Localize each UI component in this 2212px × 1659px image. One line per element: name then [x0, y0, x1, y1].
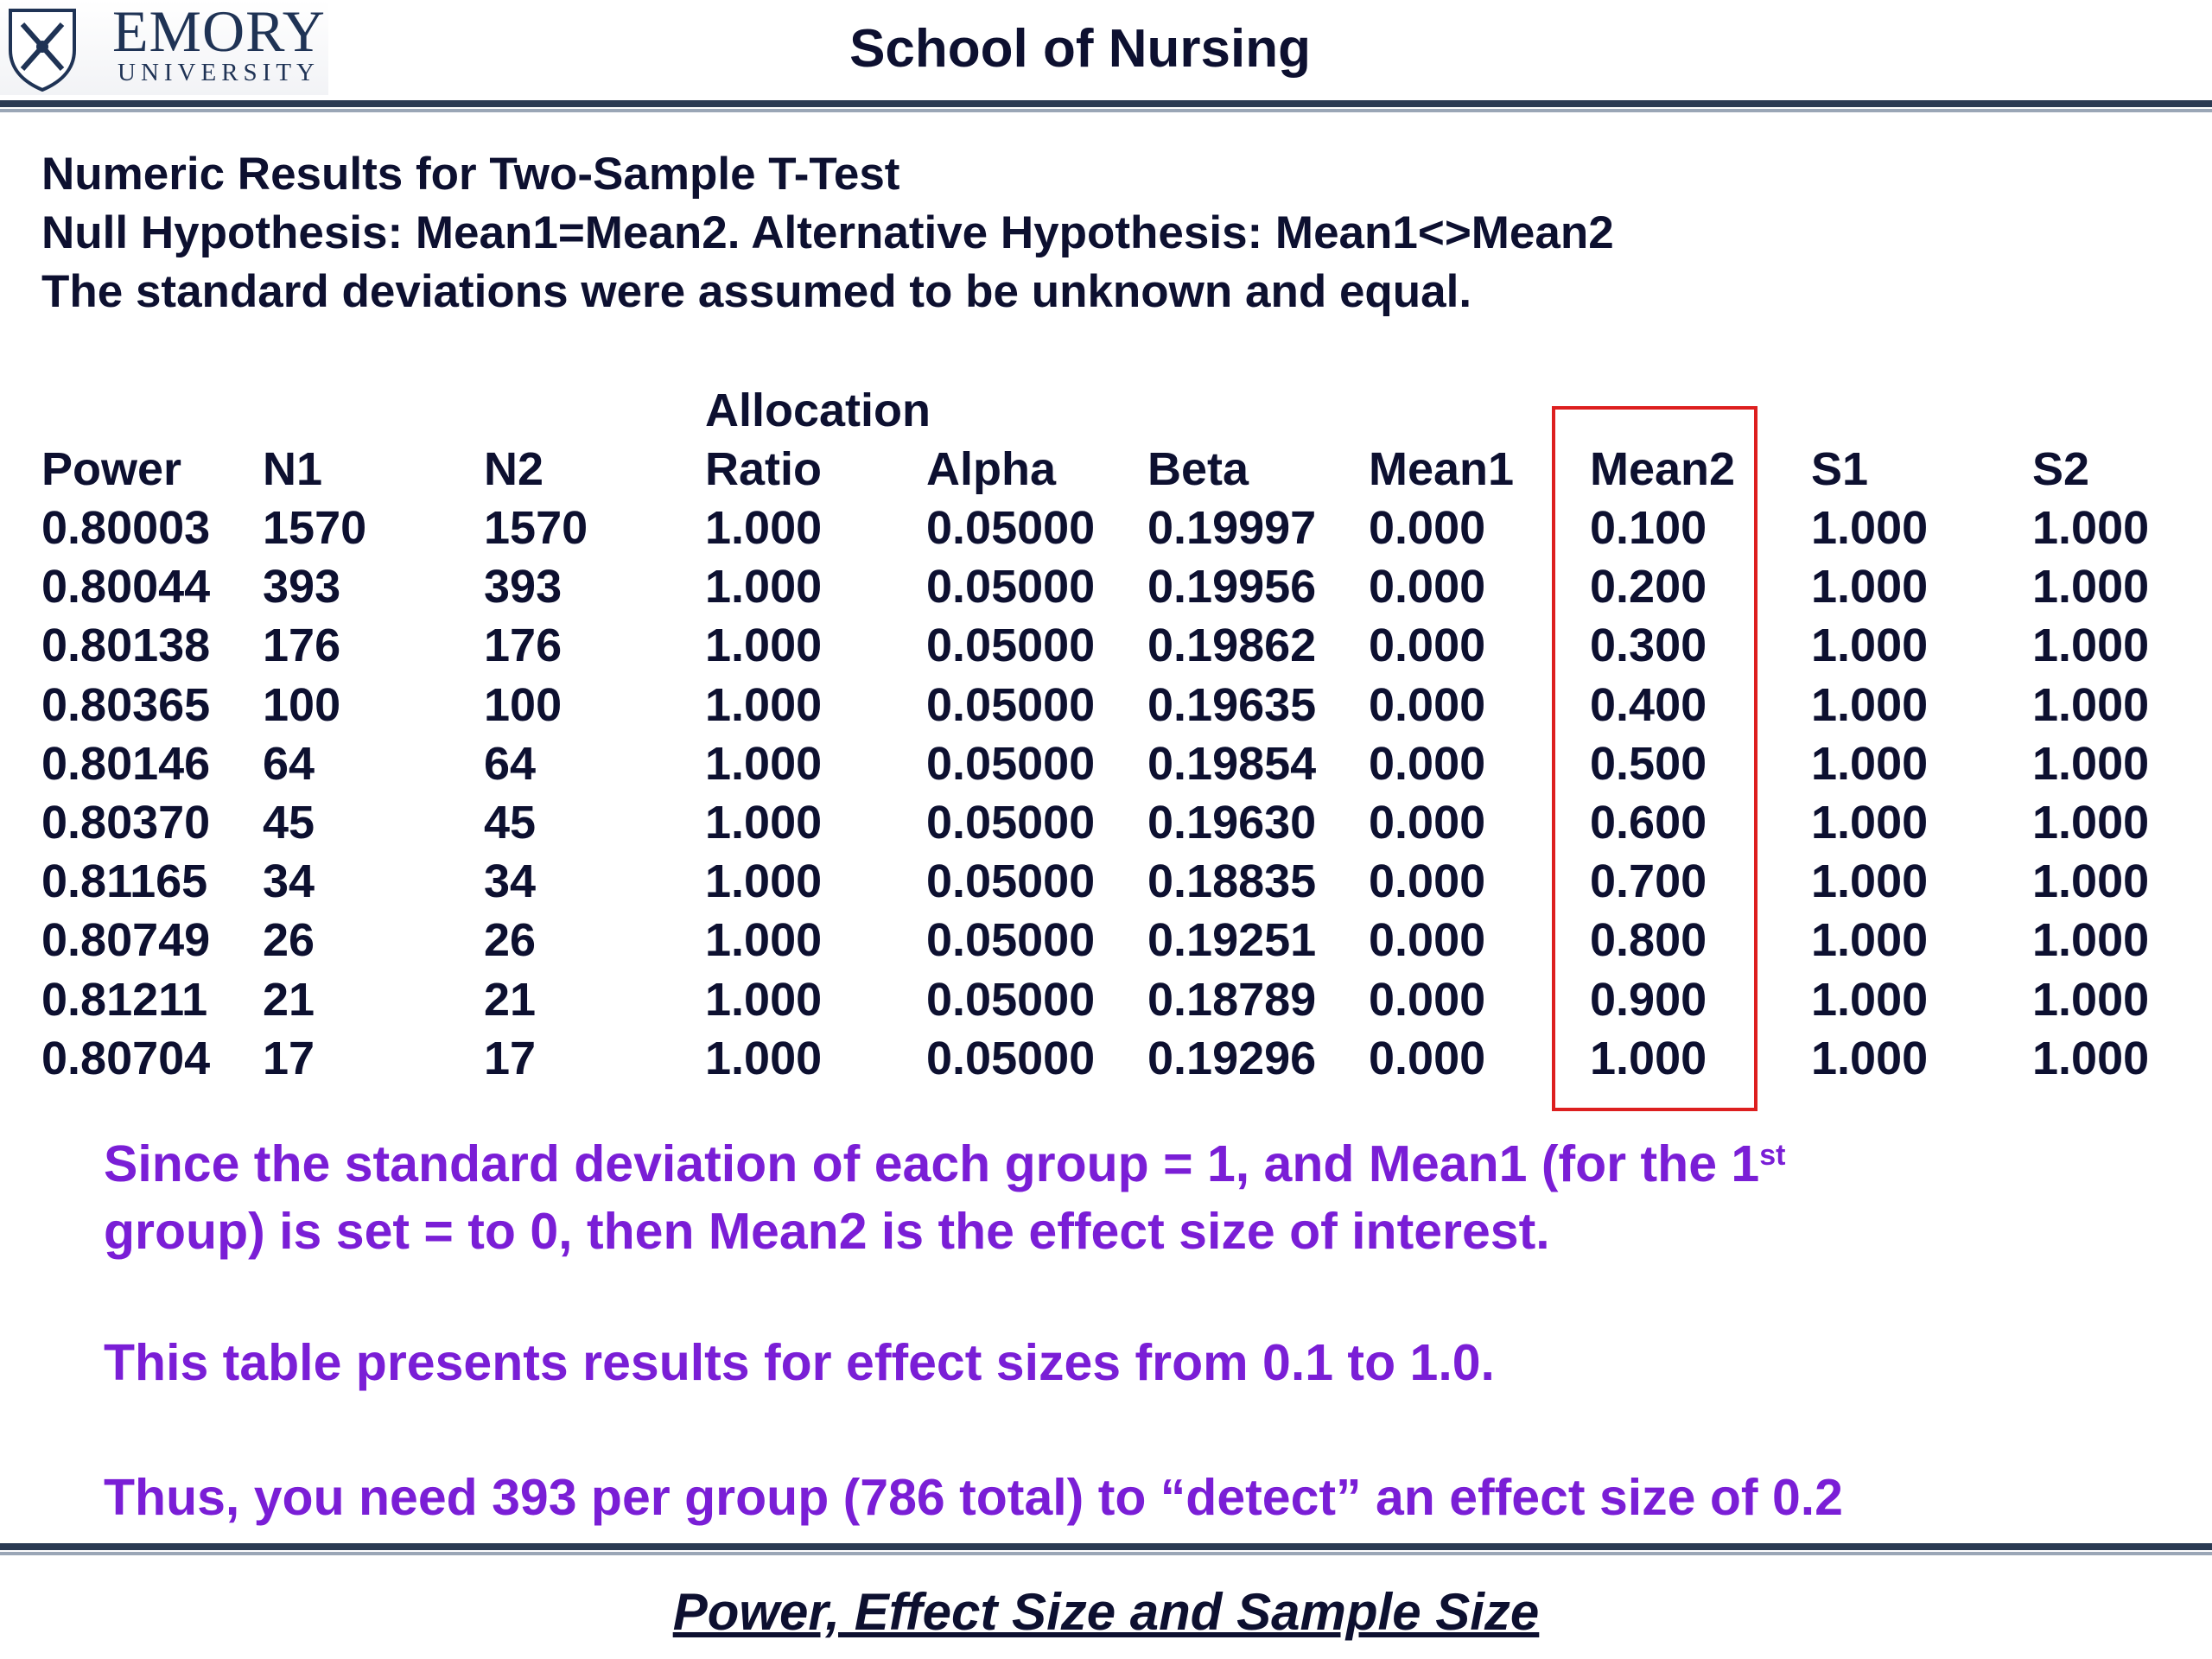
intro-title: Numeric Results for Two-Sample T-Test: [41, 149, 900, 200]
column-header-mean2: Mean2: [1590, 443, 1736, 495]
table-cell-power: 0.80146: [41, 738, 211, 790]
table-cell-ratio: 1.000: [705, 738, 823, 790]
table-cell-mean1: 0.000: [1369, 561, 1486, 613]
column-header-ratio: Ratio: [705, 443, 822, 495]
table-cell-power: 0.80704: [41, 1033, 211, 1084]
table-cell-mean2: 0.700: [1590, 855, 1707, 907]
table-cell-s1: 1.000: [1811, 797, 1929, 849]
table-cell-s2: 1.000: [2032, 855, 2150, 907]
note-effect-range: This table presents results for effect sizes from 0.1 to 1.0.: [104, 1334, 1495, 1391]
note-text: Since the standard deviation of each group = 1, and Mean1 (for the 1: [104, 1135, 1760, 1192]
table-cell-n1: 100: [263, 679, 341, 731]
table-cell-s2: 1.000: [2032, 738, 2150, 790]
table-cell-beta: 0.19862: [1147, 620, 1317, 671]
table-cell-n2: 45: [484, 797, 537, 849]
table-cell-mean2: 0.200: [1590, 561, 1707, 613]
table-cell-beta: 0.18789: [1147, 974, 1317, 1026]
table-cell-alpha: 0.05000: [926, 914, 1096, 966]
table-cell-power: 0.80003: [41, 502, 211, 554]
table-cell-n2: 176: [484, 620, 563, 671]
table-cell-ratio: 1.000: [705, 679, 823, 731]
table-cell-ratio: 1.000: [705, 620, 823, 671]
table-cell-alpha: 0.05000: [926, 1033, 1096, 1084]
column-header-s1: S1: [1811, 443, 1869, 495]
slide-footer-title: Power, Effect Size and Sample Size: [672, 1583, 1540, 1641]
table-cell-beta: 0.18835: [1147, 855, 1317, 907]
table-cell-mean2: 0.500: [1590, 738, 1707, 790]
page-header-title: School of Nursing: [849, 19, 1311, 79]
table-cell-power: 0.81165: [41, 855, 208, 907]
table-cell-alpha: 0.05000: [926, 738, 1096, 790]
table-cell-n1: 34: [263, 855, 315, 907]
header-divider-shadow: [0, 109, 2212, 112]
table-cell-alpha: 0.05000: [926, 502, 1096, 554]
table-cell-power: 0.80365: [41, 679, 211, 731]
table-cell-ratio: 1.000: [705, 974, 823, 1026]
table-cell-alpha: 0.05000: [926, 561, 1096, 613]
table-cell-s1: 1.000: [1811, 620, 1929, 671]
table-cell-s2: 1.000: [2032, 797, 2150, 849]
table-cell-ratio: 1.000: [705, 561, 823, 613]
table-cell-s2: 1.000: [2032, 679, 2150, 731]
footer-divider-shadow: [0, 1552, 2212, 1555]
table-cell-mean1: 0.000: [1369, 620, 1486, 671]
table-cell-mean1: 0.000: [1369, 797, 1486, 849]
table-cell-mean1: 0.000: [1369, 1033, 1486, 1084]
table-cell-s2: 1.000: [2032, 620, 2150, 671]
table-cell-mean2: 0.800: [1590, 914, 1707, 966]
table-cell-s2: 1.000: [2032, 974, 2150, 1026]
table-cell-mean2: 0.600: [1590, 797, 1707, 849]
table-cell-alpha: 0.05000: [926, 620, 1096, 671]
intro-assumption: The standard deviations were assumed to be unknown and equal.: [41, 266, 1472, 317]
table-cell-s1: 1.000: [1811, 1033, 1929, 1084]
table-cell-beta: 0.19630: [1147, 797, 1317, 849]
table-cell-power: 0.81211: [41, 974, 208, 1026]
table-cell-beta: 0.19251: [1147, 914, 1317, 966]
column-header-top-ratio: Allocation: [705, 385, 931, 436]
table-cell-power: 0.80044: [41, 561, 211, 613]
table-cell-n1: 64: [263, 738, 315, 790]
table-cell-s2: 1.000: [2032, 502, 2150, 554]
table-cell-ratio: 1.000: [705, 502, 823, 554]
mean2-highlight-box: [1552, 406, 1758, 1111]
table-cell-mean2: 0.300: [1590, 620, 1707, 671]
footer-divider: [0, 1543, 2212, 1550]
table-cell-mean2: 0.400: [1590, 679, 1707, 731]
table-cell-beta: 0.19635: [1147, 679, 1317, 731]
table-cell-mean1: 0.000: [1369, 914, 1486, 966]
note-superscript: st: [1759, 1139, 1786, 1172]
table-cell-n2: 1570: [484, 502, 588, 554]
table-cell-alpha: 0.05000: [926, 855, 1096, 907]
table-cell-mean2: 0.900: [1590, 974, 1707, 1026]
table-cell-n1: 21: [263, 974, 315, 1026]
table-cell-ratio: 1.000: [705, 914, 823, 966]
table-cell-n1: 393: [263, 561, 341, 613]
table-cell-ratio: 1.000: [705, 797, 823, 849]
table-cell-n2: 34: [484, 855, 537, 907]
logo-wordmark: EMORY: [112, 0, 326, 64]
table-cell-s2: 1.000: [2032, 1033, 2150, 1084]
table-cell-alpha: 0.05000: [926, 797, 1096, 849]
table-cell-n2: 17: [484, 1033, 537, 1084]
table-cell-s1: 1.000: [1811, 679, 1929, 731]
table-cell-n2: 26: [484, 914, 537, 966]
table-cell-n1: 17: [263, 1033, 315, 1084]
table-cell-n2: 393: [484, 561, 563, 613]
column-header-power: Power: [41, 443, 182, 495]
note-line-1: [104, 1130, 1843, 1198]
column-header-beta: Beta: [1147, 443, 1249, 495]
table-cell-s1: 1.000: [1811, 974, 1929, 1026]
table-cell-s1: 1.000: [1811, 561, 1929, 613]
table-cell-s2: 1.000: [2032, 561, 2150, 613]
table-cell-beta: 0.19997: [1147, 502, 1317, 554]
header-divider: [0, 100, 2212, 107]
table-cell-power: 0.80138: [41, 620, 211, 671]
column-header-alpha: Alpha: [926, 443, 1057, 495]
table-cell-mean2: 0.100: [1590, 502, 1707, 554]
table-cell-power: 0.80370: [41, 797, 211, 849]
intro-block: [41, 145, 1614, 321]
column-header-s2: S2: [2032, 443, 2090, 495]
table-cell-s1: 1.000: [1811, 914, 1929, 966]
table-cell-mean1: 0.000: [1369, 502, 1486, 554]
table-cell-mean1: 0.000: [1369, 855, 1486, 907]
table-cell-s1: 1.000: [1811, 855, 1929, 907]
table-cell-n2: 100: [484, 679, 563, 731]
intro-hypothesis: Null Hypothesis: Mean1=Mean2. Alternative Hypothesis: Mean1<>Mean2: [41, 207, 1614, 258]
column-header-n1: N1: [263, 443, 323, 495]
table-cell-alpha: 0.05000: [926, 974, 1096, 1026]
logo-subtitle: UNIVERSITY: [118, 59, 320, 86]
note-line-2: group) is set = to 0, then Mean2 is the effect size of interest.: [104, 1203, 1550, 1260]
table-cell-mean2: 1.000: [1590, 1033, 1707, 1084]
table-cell-ratio: 1.000: [705, 855, 823, 907]
table-cell-n1: 1570: [263, 502, 367, 554]
table-cell-n2: 64: [484, 738, 537, 790]
table-cell-alpha: 0.05000: [926, 679, 1096, 731]
table-cell-s2: 1.000: [2032, 914, 2150, 966]
table-cell-ratio: 1.000: [705, 1033, 823, 1084]
table-cell-beta: 0.19956: [1147, 561, 1317, 613]
notes-block: [104, 1130, 1843, 1531]
column-header-n2: N2: [484, 443, 544, 495]
table-cell-s1: 1.000: [1811, 502, 1929, 554]
table-cell-n2: 21: [484, 974, 537, 1026]
note-conclusion: Thus, you need 393 per group (786 total) to “detect” an effect size of 0.2: [104, 1469, 1843, 1526]
table-cell-s1: 1.000: [1811, 738, 1929, 790]
table-cell-beta: 0.19296: [1147, 1033, 1317, 1084]
table-cell-mean1: 0.000: [1369, 974, 1486, 1026]
table-cell-mean1: 0.000: [1369, 738, 1486, 790]
table-cell-power: 0.80749: [41, 914, 211, 966]
table-cell-n1: 26: [263, 914, 315, 966]
table-cell-n1: 45: [263, 797, 315, 849]
table-cell-mean1: 0.000: [1369, 679, 1486, 731]
table-cell-beta: 0.19854: [1147, 738, 1317, 790]
column-header-mean1: Mean1: [1369, 443, 1515, 495]
table-cell-n1: 176: [263, 620, 341, 671]
